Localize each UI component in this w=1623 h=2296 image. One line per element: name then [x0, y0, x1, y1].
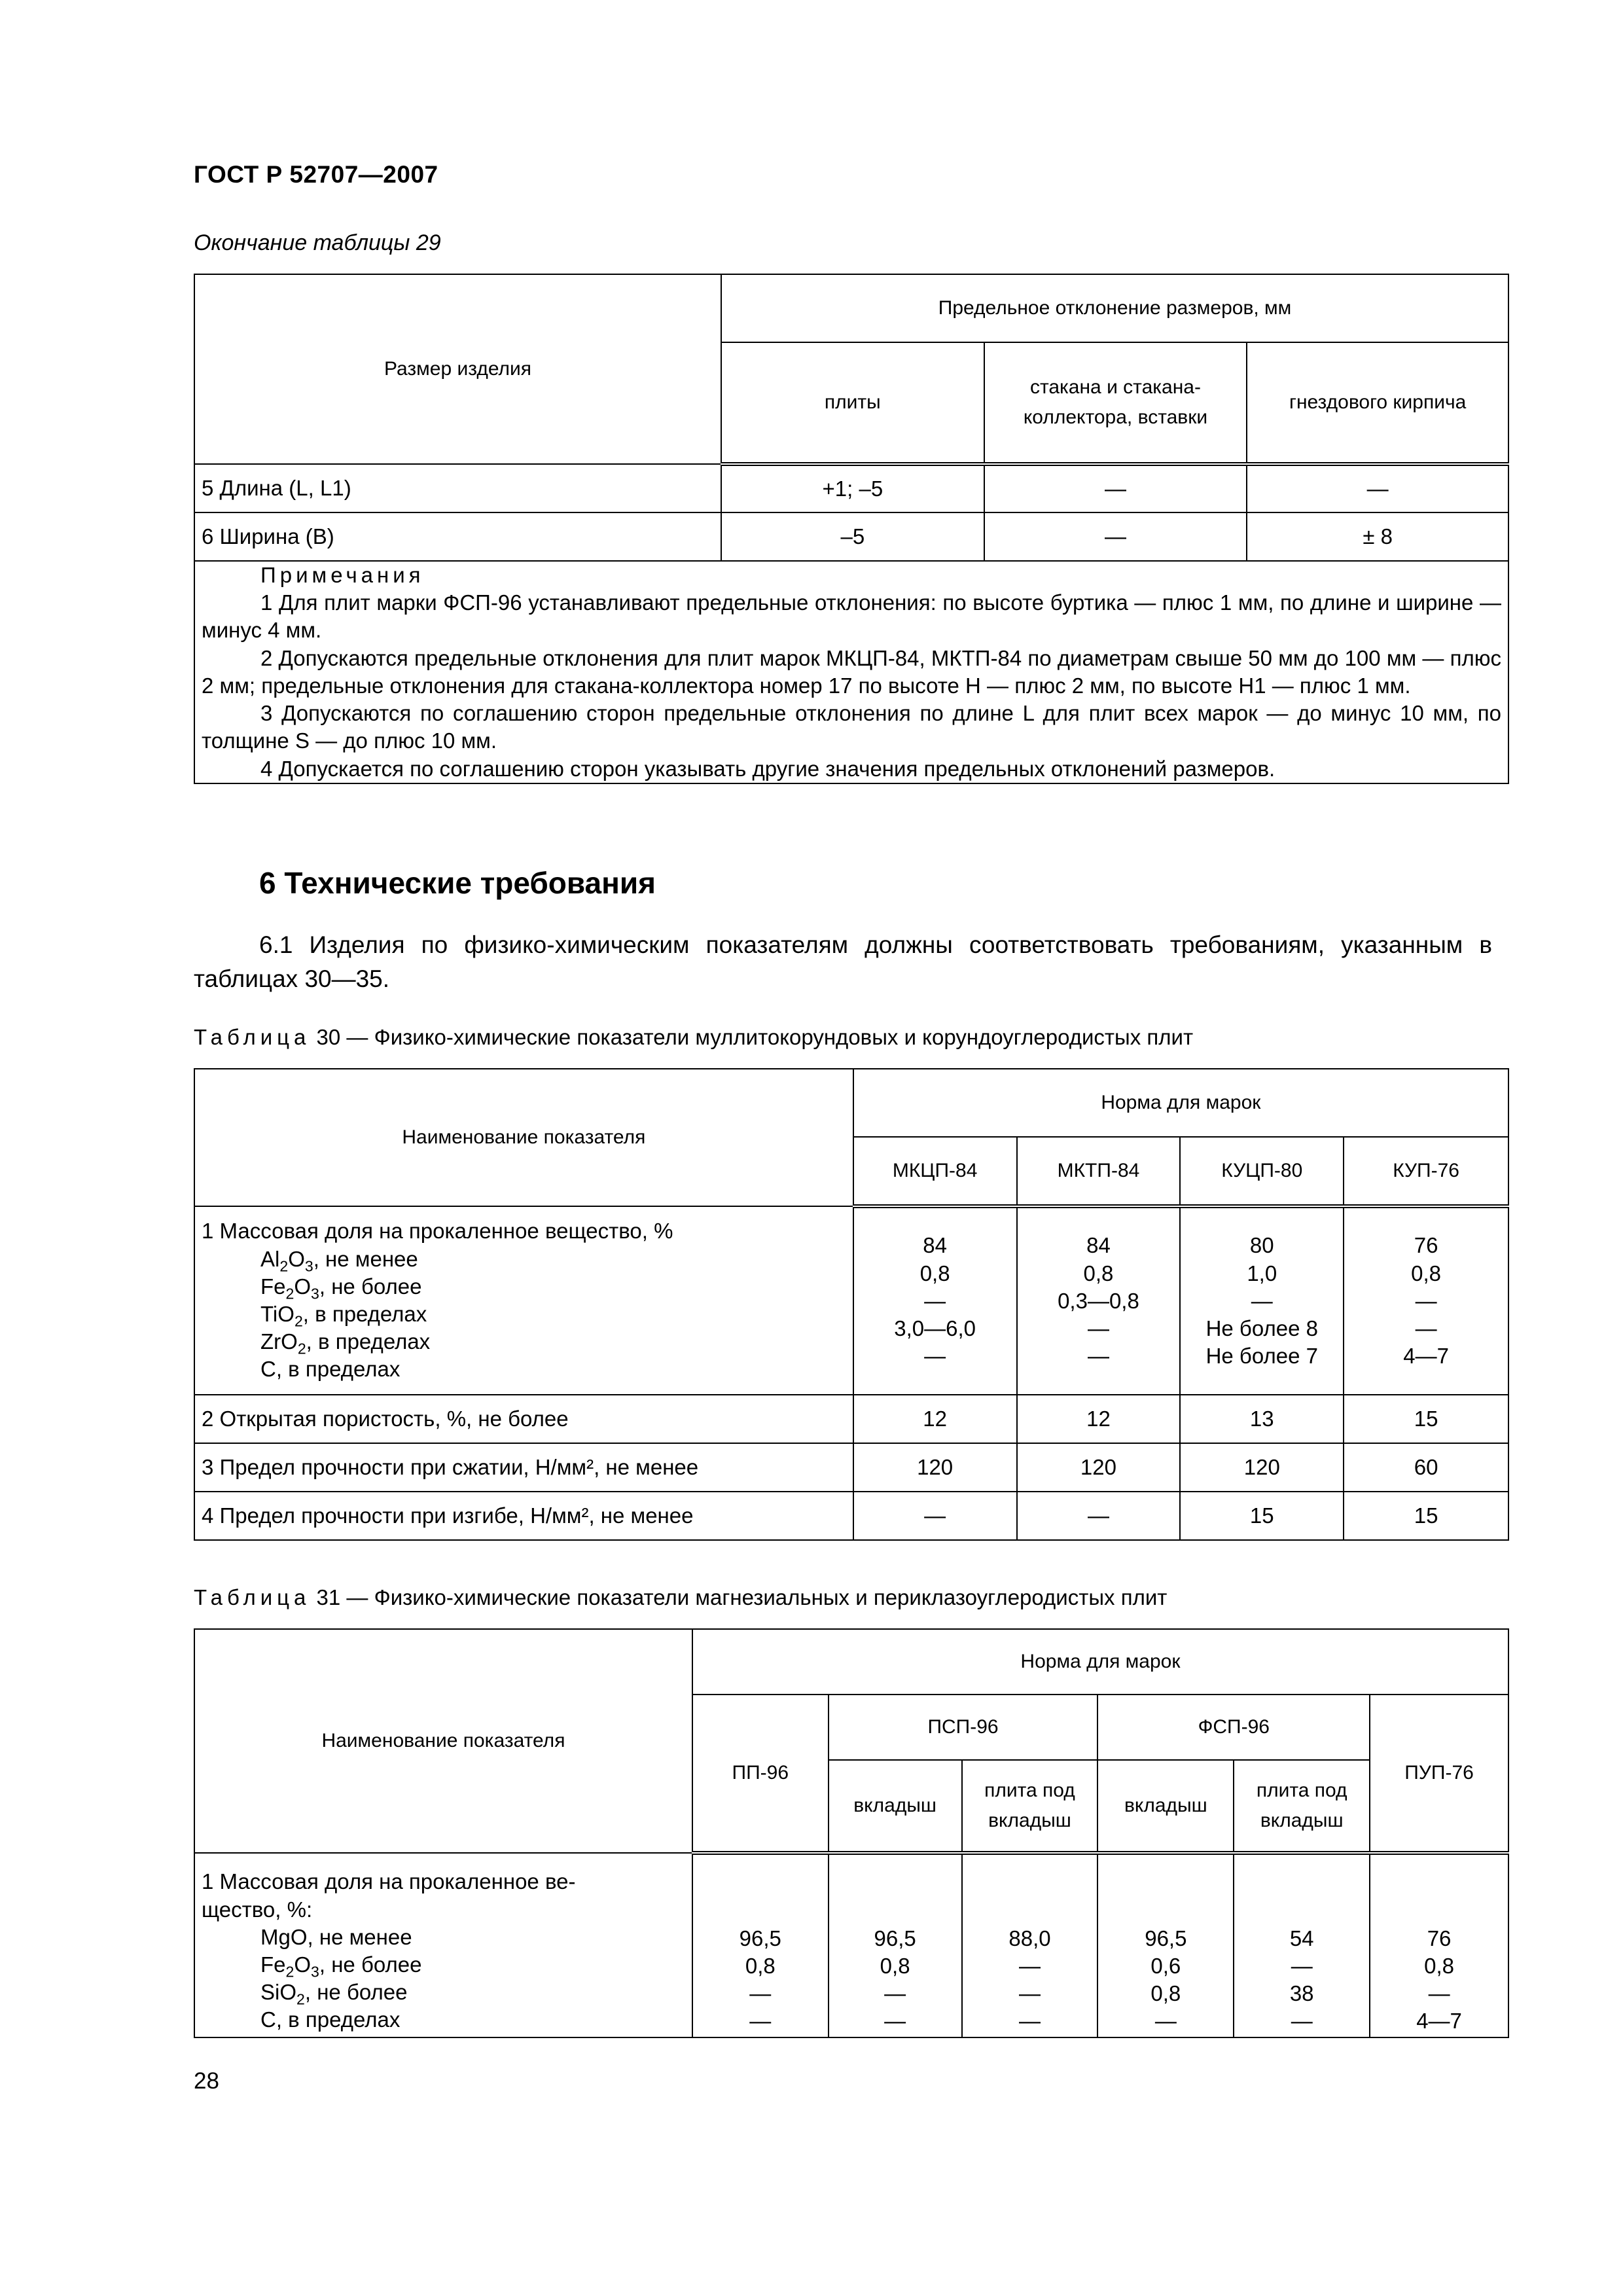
cell: 84 0,8 — 3,0—6,0 — [853, 1206, 1017, 1395]
note-3: 3 Допускаются по соглашению сторон предельные отклонения по длине L для плит всех марок — до минус 10 мм, по толщине S — до плюс 10 мм. [202, 701, 1501, 753]
table-31 [194, 1628, 1509, 2038]
cell: 88,0 — — — [962, 1853, 1098, 2037]
sub-label: С, в пределах [260, 1357, 401, 1382]
table-row [194, 1443, 1508, 1492]
paragraph-6-1: 6.1 Изделия по физико-химическим показателям должны соответствовать требованиям, указанным в таблицах 30—35. [194, 931, 1492, 992]
page-number: 28 [194, 2068, 219, 2094]
col-header-subtype: плита под вкладыш [962, 1760, 1098, 1853]
cell: — [984, 464, 1247, 512]
sub-label: SiO$_2$, не более [260, 1980, 408, 2008]
note-2: 2 Допускаются предельные отклонения для плит марок МКЦП-84, МКТП-84 по диаметрам свыше 50 мм до 100 мм — плюс 2 мм; предельные отклонения для стакана-коллектора номер 17 по высоте H — плюс 2 мм, по высоте H1 — плюс 1 мм. [202, 645, 1501, 698]
table-30-caption: Таблица 30 — Физико-химические показатели муллитокорундовых и корундоуглеродистых плит [194, 1025, 1194, 1049]
table-row [194, 1492, 1508, 1540]
col-header-mark: КУЦП-80 [1180, 1137, 1344, 1206]
row-label: 1 Массовая доля на прокаленное ве- щество, %: MgO, не менее $Fe_2O_3$, не более SiO$_2$, не более С, в пределах [194, 1853, 692, 2037]
cell: 15 [1180, 1492, 1344, 1540]
cell: –5 [721, 512, 984, 561]
col-header-subtype: вкладыш [829, 1760, 962, 1853]
document-code: ГОСТ Р 52707—2007 [194, 161, 438, 188]
cell: 96,5 0,8 — — [692, 1853, 829, 2037]
table-row [194, 512, 1508, 561]
col-header-mark: ПУП-76 [1370, 1695, 1508, 1853]
cell: — [984, 512, 1247, 561]
cell: 84 0,8 0,3—0,8 — — [1017, 1206, 1181, 1395]
sub-label: MgO, не менее [260, 1924, 412, 1949]
table-29-continuation-caption: Окончание таблицы 29 [194, 230, 441, 255]
col-header-plates: плиты [721, 342, 984, 464]
table-30 [194, 1068, 1509, 1541]
cell: 120 [1180, 1443, 1344, 1492]
cell: — [1247, 464, 1508, 512]
cell: 120 [853, 1443, 1017, 1492]
col-header-size: Размер изделия [194, 274, 721, 464]
row-label: 3 Предел прочности при сжатии, Н/мм², не менее [194, 1443, 853, 1492]
cell: 12 [1017, 1395, 1181, 1443]
col-header-name: Наименование показателя [194, 1629, 692, 1853]
table-row [194, 464, 1508, 512]
notes-title: Примечания [260, 563, 425, 587]
sub-label: $Fe_2O_3$, не более [260, 1274, 422, 1302]
sub-label: С, в пределах [260, 2007, 401, 2032]
note-4: 4 Допускается по соглашению сторон указывать другие значения предельных отклонений размеров. [260, 756, 1275, 781]
row-label: 6 Ширина (B) [194, 512, 721, 561]
col-header-brick: гнездового кирпича [1247, 342, 1508, 464]
cell: ± 8 [1247, 512, 1508, 561]
sub-label: ZrO$_2$, в пределах [260, 1329, 431, 1357]
sub-label: $Fe_2O_3$, не более [260, 1952, 422, 1981]
table-row [194, 1206, 1508, 1395]
row-label: 2 Открытая пористость, %, не более [194, 1395, 853, 1443]
cell: 120 [1017, 1443, 1181, 1492]
col-header-mark: МКЦП-84 [853, 1137, 1017, 1206]
col-header-deviation: Предельное отклонение размеров, мм [721, 274, 1508, 342]
cell: 60 [1344, 1443, 1508, 1492]
row-label: 1 Массовая доля на прокаленное вещество, % $Al_2O_3$, не менее $Fe_2O_3$, не более TiO$_2$, в пределах ZrO$_2$, в пределах С, в пределах [194, 1206, 853, 1395]
cell: 12 [853, 1395, 1017, 1443]
cell: 96,5 0,8 — — [829, 1853, 962, 2037]
cell: 96,5 0,6 0,8 — [1097, 1853, 1234, 2037]
cell: +1; –5 [721, 464, 984, 512]
table-row [194, 1853, 1508, 2037]
cell: 80 1,0 — Не более 8 Не более 7 [1180, 1206, 1344, 1395]
table-31-caption: Таблица 31 — Физико-химические показатели магнезиальных и периклазоуглеродистых плит [194, 1585, 1168, 1609]
note-1: 1 Для плит марки ФСП-96 устанавливают предельные отклонения: по высоте буртика — плюс 1 мм, по длине и ширине — минус 4 мм. [202, 590, 1501, 643]
cell: 15 [1344, 1492, 1508, 1540]
table-29 [194, 274, 1509, 784]
col-header-mark: ФСП-96 [1097, 1695, 1370, 1760]
table-notes [194, 561, 1508, 783]
table-row [194, 1395, 1508, 1443]
row-label: 4 Предел прочности при изгибе, Н/мм², не менее [194, 1492, 853, 1540]
col-header-name: Наименование показателя [194, 1069, 853, 1206]
cell: 76 0,8 — — 4—7 [1344, 1206, 1508, 1395]
sub-label: $Al_2O_3$, не менее [260, 1246, 418, 1275]
cell: — [1017, 1492, 1181, 1540]
cell: 54 — 38 — [1234, 1853, 1370, 2037]
col-header-mark: ПСП-96 [829, 1695, 1098, 1760]
col-header-subtype: вкладыш [1097, 1760, 1234, 1853]
section-title: 6 Технические требования [259, 866, 656, 900]
cell: 15 [1344, 1395, 1508, 1443]
col-header-mark: КУП-76 [1344, 1137, 1508, 1206]
col-header-glass: стакана и стакана-коллектора, вставки [984, 342, 1247, 464]
row-label: 5 Длина (L, L1) [194, 464, 721, 512]
cell: — [853, 1492, 1017, 1540]
col-header-mark: МКТП-84 [1017, 1137, 1181, 1206]
cell: 13 [1180, 1395, 1344, 1443]
col-header-norm: Норма для марок [692, 1629, 1508, 1695]
sub-label: TiO$_2$, в пределах [260, 1302, 427, 1330]
col-header-mark: ПП-96 [692, 1695, 829, 1853]
col-header-norm: Норма для марок [853, 1069, 1508, 1137]
col-header-subtype: плита под вкладыш [1234, 1760, 1370, 1853]
cell: 76 0,8 — 4—7 [1370, 1853, 1508, 2037]
